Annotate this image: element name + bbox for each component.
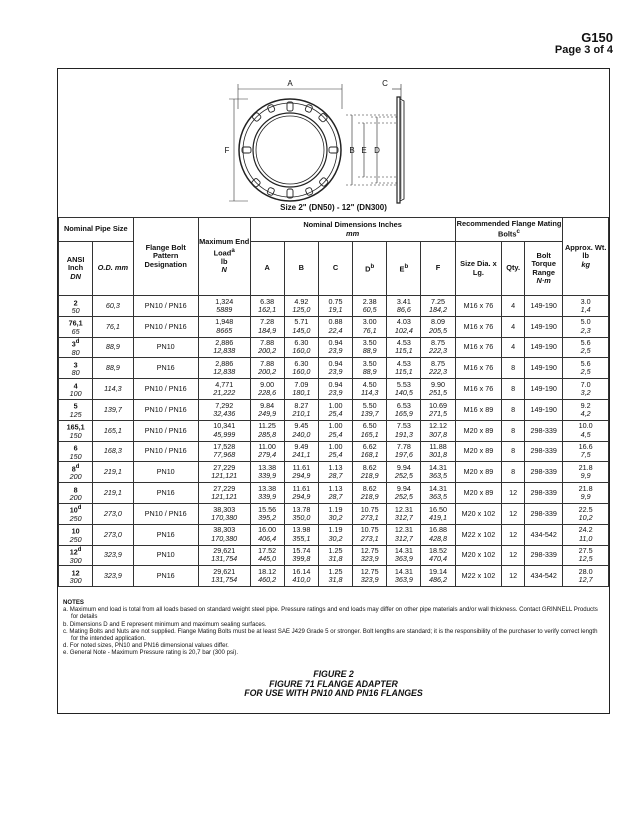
cell-od: 219,1 [93, 483, 133, 504]
cell-ansi-dn: 10$^d$ 250 [59, 503, 93, 524]
cell-ansi-dn: 5 125 [59, 399, 93, 420]
cell-torque: 298-339 [525, 483, 563, 504]
cell-dim-E: 9.94 252,5 [387, 483, 421, 504]
cell-ansi-dn: 2 50 [59, 296, 93, 317]
cell-od: 323,9 [93, 545, 133, 566]
cell-pattern: PN10 [133, 545, 198, 566]
header-B: B [284, 242, 318, 296]
cell-bolt-size: M20 x 89 [455, 483, 502, 504]
cell-bolt-qty: 8 [502, 462, 525, 483]
figure-number: FIGURE 2 [313, 669, 354, 679]
cell-weight: 27.5 12,5 [563, 545, 609, 566]
cell-dim-F: 16.50 419,1 [421, 503, 455, 524]
cell-pattern: PN10 / PN16 [133, 316, 198, 337]
table-row [59, 524, 609, 545]
cell-pattern: PN10 / PN16 [133, 399, 198, 420]
cell-dim-A: 11.25 285,8 [250, 420, 284, 441]
cell-dim-B: 15.74 399,8 [284, 545, 318, 566]
cell-bolt-qty: 8 [502, 420, 525, 441]
cell-dim-E: 6.53 165,9 [387, 399, 421, 420]
note-a: a. Maximum end load is total from all loads based on standard weight steel pipe. Pressure ratings and end loads may differ on other pipe materials and/or wall thickness. Contact GRINNELL Products for details [63, 606, 598, 621]
drawing-caption: Size 2" (DN50) - 12" (DN300) [280, 203, 387, 212]
cell-dim-A: 13.38 339,9 [250, 483, 284, 504]
cell-weight: 21.8 9,9 [563, 483, 609, 504]
cell-dim-E: 5.53 140,5 [387, 379, 421, 400]
cell-dim-F: 14.31 363,5 [421, 462, 455, 483]
dimensions-table [58, 217, 609, 587]
cell-dim-F: 7.25 184,2 [421, 296, 455, 317]
cell-bolt-qty: 4 [502, 296, 525, 317]
table-row [59, 566, 609, 587]
cell-dim-F: 8.75 222,3 [421, 337, 455, 358]
cell-end-load: 1,948 8665 [198, 316, 250, 337]
cell-weight: 16.6 7,5 [563, 441, 609, 462]
header-nominal-dimensions: Nominal Dimensions Inches mm [250, 218, 455, 242]
cell-dim-B: 8.27 210,1 [284, 399, 318, 420]
cell-dim-F: 14.31 363,5 [421, 483, 455, 504]
cell-bolt-size: M16 x 76 [455, 316, 502, 337]
cell-dim-D: 2.38 60,5 [353, 296, 387, 317]
cell-dim-D: 12.75 323,9 [353, 566, 387, 587]
cell-weight: 5.6 2,5 [563, 358, 609, 379]
cell-torque: 298-339 [525, 441, 563, 462]
cell-dim-B: 11.61 294,9 [284, 462, 318, 483]
cell-dim-B: 16.14 410,0 [284, 566, 318, 587]
header-max-end-load: Maximum End Load$^a$ lb N [198, 218, 250, 296]
cell-dim-D: 3.00 76,1 [353, 316, 387, 337]
cell-torque: 434-542 [525, 566, 563, 587]
cell-dim-B: 13.78 350,0 [284, 503, 318, 524]
cell-dim-D: 6.50 165,1 [353, 420, 387, 441]
cell-dim-D: 10.75 273,1 [353, 524, 387, 545]
cell-end-load: 38,303 170,380 [198, 503, 250, 524]
cell-torque: 149-190 [525, 316, 563, 337]
cell-end-load: 10,341 45,999 [198, 420, 250, 441]
cell-dim-C: 0.94 23,9 [318, 379, 352, 400]
table-row [59, 441, 609, 462]
table-row [59, 316, 609, 337]
cell-bolt-qty: 12 [502, 503, 525, 524]
cell-ansi-dn: 4 100 [59, 379, 93, 400]
table-row [59, 399, 609, 420]
cell-od: 168,3 [93, 441, 133, 462]
cell-dim-C: 0.94 23,9 [318, 358, 352, 379]
cell-dim-E: 12.31 312,7 [387, 503, 421, 524]
cell-bolt-qty: 12 [502, 483, 525, 504]
cell-dim-A: 9.84 249,9 [250, 399, 284, 420]
cell-dim-C: 0.88 22,4 [318, 316, 352, 337]
cell-dim-D: 8.62 218,9 [353, 462, 387, 483]
table-row [59, 296, 609, 317]
cell-pattern: PN10 / PN16 [133, 420, 198, 441]
cell-bolt-size: M16 x 76 [455, 296, 502, 317]
label-F: F [224, 146, 230, 155]
cell-dim-B: 6.30 160,0 [284, 337, 318, 358]
cell-pattern: PN10 / PN16 [133, 296, 198, 317]
header-torque: Bolt Torque Range N·m [525, 242, 563, 296]
cell-dim-B: 13.98 355,1 [284, 524, 318, 545]
label-B: B [349, 146, 355, 155]
cell-dim-B: 7.09 180,1 [284, 379, 318, 400]
cell-ansi-dn: 8 200 [59, 483, 93, 504]
cell-end-load: 38,303 170,380 [198, 524, 250, 545]
cell-dim-D: 6.62 168,1 [353, 441, 387, 462]
header-D: $D^b$ [353, 242, 387, 296]
cell-weight: 3.0 1,4 [563, 296, 609, 317]
cell-dim-A: 15.56 395,2 [250, 503, 284, 524]
cell-ansi-dn: 3$^d$ 80 [59, 337, 93, 358]
cell-bolt-size: M20 x 102 [455, 545, 502, 566]
cell-end-load: 2,886 12,838 [198, 337, 250, 358]
header-size: Size Dia. x Lg. [455, 242, 502, 296]
cell-bolt-qty: 12 [502, 566, 525, 587]
cell-dim-C: 1.25 31,8 [318, 566, 352, 587]
cell-ansi-dn: 8$^d$ 200 [59, 462, 93, 483]
notes-title: NOTES [63, 599, 84, 606]
cell-dim-A: 16.00 406,4 [250, 524, 284, 545]
cell-dim-F: 11.88 301,8 [421, 441, 455, 462]
cell-pattern: PN10 / PN16 [133, 503, 198, 524]
cell-torque: 149-190 [525, 296, 563, 317]
cell-od: 88,9 [93, 358, 133, 379]
cell-dim-E: 4.03 102,4 [387, 316, 421, 337]
flange-drawing [58, 69, 609, 217]
label-E: E [361, 146, 367, 155]
cell-dim-D: 4.50 114,3 [353, 379, 387, 400]
cell-dim-A: 7.28 184,9 [250, 316, 284, 337]
cell-torque: 149-190 [525, 358, 563, 379]
cell-od: 273,0 [93, 524, 133, 545]
cell-torque: 149-190 [525, 337, 563, 358]
cell-dim-C: 1.00 25,4 [318, 441, 352, 462]
cell-weight: 22.5 10,2 [563, 503, 609, 524]
cell-pattern: PN10 / PN16 [133, 441, 198, 462]
cell-dim-D: 5.50 139,7 [353, 399, 387, 420]
cell-bolt-qty: 8 [502, 379, 525, 400]
flange-front-view [239, 99, 341, 201]
header-recommended-bolts: Recommended Flange Mating Bolts$^c$ [455, 218, 563, 242]
cell-weight: 5.6 2,5 [563, 337, 609, 358]
cell-pattern: PN10 / PN16 [133, 379, 198, 400]
cell-bolt-size: M16 x 76 [455, 337, 502, 358]
cell-ansi-dn: 3 80 [59, 358, 93, 379]
cell-weight: 10.0 4,5 [563, 420, 609, 441]
cell-dim-C: 1.19 30,2 [318, 524, 352, 545]
figure-name: FIGURE 71 FLANGE ADAPTER [269, 678, 398, 689]
header-approx-weight: Approx. Wt. lb kg [563, 218, 609, 296]
header-ansi: ANSI Inch DN [59, 242, 93, 296]
cell-dim-C: 0.75 19,1 [318, 296, 352, 317]
table-row [59, 462, 609, 483]
cell-dim-F: 12.12 307,8 [421, 420, 455, 441]
cell-dim-B: 6.30 160,0 [284, 358, 318, 379]
cell-dim-B: 11.61 294,9 [284, 483, 318, 504]
cell-dim-A: 7.88 200,2 [250, 358, 284, 379]
figure-title [58, 670, 609, 699]
cell-ansi-dn: 10 250 [59, 524, 93, 545]
cell-end-load: 7,292 32,436 [198, 399, 250, 420]
cell-pattern: PN16 [133, 566, 198, 587]
page-number: Page 3 of 4 [554, 44, 613, 56]
header-E: $E^b$ [387, 242, 421, 296]
label-C: C [382, 79, 388, 88]
cell-dim-B: 9.49 241,1 [284, 441, 318, 462]
cell-dim-D: 3.50 88,9 [353, 358, 387, 379]
cell-weight: 9.2 4,2 [563, 399, 609, 420]
document-code: G150 [581, 30, 613, 45]
cell-dim-F: 19.14 486,2 [421, 566, 455, 587]
cell-dim-B: 9.45 240,0 [284, 420, 318, 441]
cell-end-load: 17,528 77,968 [198, 441, 250, 462]
cell-dim-D: 12.75 323,9 [353, 545, 387, 566]
cell-torque: 434-542 [525, 524, 563, 545]
cell-bolt-qty: 8 [502, 358, 525, 379]
cell-od: 139,7 [93, 399, 133, 420]
cell-dim-E: 9.94 252,5 [387, 462, 421, 483]
cell-bolt-size: M22 x 102 [455, 566, 502, 587]
notes-section [63, 599, 603, 657]
cell-dim-A: 6.38 162,1 [250, 296, 284, 317]
header-F: F [421, 242, 455, 296]
figure-frame [57, 68, 610, 714]
header-od: O.D. mm [93, 242, 133, 296]
cell-pattern: PN16 [133, 358, 198, 379]
cell-torque: 298-339 [525, 462, 563, 483]
cell-dim-E: 7.78 197,6 [387, 441, 421, 462]
cell-dim-E: 7.53 191,3 [387, 420, 421, 441]
table-body [59, 296, 609, 587]
header-flange-bolt-pattern: Flange Bolt Pattern Designation [133, 218, 198, 296]
cell-dim-D: 8.62 218,9 [353, 483, 387, 504]
cell-dim-F: 8.75 222,3 [421, 358, 455, 379]
cell-ansi-dn: 165,1 150 [59, 420, 93, 441]
cell-od: 114,3 [93, 379, 133, 400]
cell-pattern: PN16 [133, 483, 198, 504]
cell-dim-D: 3.50 88,9 [353, 337, 387, 358]
cell-dim-E: 12.31 312,7 [387, 524, 421, 545]
cell-od: 165,1 [93, 420, 133, 441]
cell-torque: 298-339 [525, 545, 563, 566]
cell-torque: 149-190 [525, 379, 563, 400]
cell-dim-A: 11.00 279,4 [250, 441, 284, 462]
cell-od: 76,1 [93, 316, 133, 337]
cell-od: 323,9 [93, 566, 133, 587]
cell-ansi-dn: 76,1 65 [59, 316, 93, 337]
cell-bolt-qty: 8 [502, 399, 525, 420]
cell-dim-A: 17.52 445,0 [250, 545, 284, 566]
table-row [59, 337, 609, 358]
cell-bolt-size: M20 x 102 [455, 503, 502, 524]
cell-weight: 21.8 9,9 [563, 462, 609, 483]
cell-weight: 7.0 3,2 [563, 379, 609, 400]
cell-bolt-size: M22 x 102 [455, 524, 502, 545]
cell-ansi-dn: 12$^d$ 300 [59, 545, 93, 566]
cell-dim-F: 9.90 251,5 [421, 379, 455, 400]
flange-adapter-diagram [58, 69, 609, 217]
cell-dim-C: 1.00 25,4 [318, 420, 352, 441]
cell-pattern: PN10 [133, 462, 198, 483]
cell-dim-F: 8.09 205,5 [421, 316, 455, 337]
cell-dim-C: 1.19 30,2 [318, 503, 352, 524]
cell-ansi-dn: 6 150 [59, 441, 93, 462]
cell-end-load: 27,229 121,121 [198, 483, 250, 504]
cell-end-load: 29,621 131,754 [198, 545, 250, 566]
page-header [555, 31, 613, 57]
note-c: c. Mating Bolts and Nuts are not supplied. Flange Mating Bolts must be at least SAE J429 Grade 5 or stronger. Bolt lengths are standard; it is the responsibility of the purchaser to verify correct length for the intended application. [63, 627, 598, 643]
cell-dim-C: 1.25 31,8 [318, 545, 352, 566]
cell-end-load: 1,324 5889 [198, 296, 250, 317]
header-nominal-pipe-size: Nominal Pipe Size [59, 218, 134, 242]
cell-od: 60,3 [93, 296, 133, 317]
cell-bolt-size: M20 x 89 [455, 441, 502, 462]
cell-bolt-size: M16 x 76 [455, 379, 502, 400]
figure-subtitle: FOR USE WITH PN10 AND PN16 FLANGES [244, 688, 423, 698]
cell-dim-F: 16.88 428,8 [421, 524, 455, 545]
header-A: A [250, 242, 284, 296]
cell-torque: 149-190 [525, 399, 563, 420]
cell-bolt-qty: 8 [502, 441, 525, 462]
table-row [59, 379, 609, 400]
cell-end-load: 27,229 121,121 [198, 462, 250, 483]
cell-dim-E: 4.53 115,1 [387, 358, 421, 379]
cell-dim-B: 5.71 145,0 [284, 316, 318, 337]
cell-weight: 28.0 12,7 [563, 566, 609, 587]
cell-dim-A: 18.12 460,2 [250, 566, 284, 587]
cell-bolt-size: M20 x 89 [455, 462, 502, 483]
table-row [59, 358, 609, 379]
cell-dim-C: 1.13 28,7 [318, 462, 352, 483]
header-C: C [318, 242, 352, 296]
cell-od: 88,9 [93, 337, 133, 358]
cell-dim-E: 4.53 115,1 [387, 337, 421, 358]
cell-bolt-size: M20 x 89 [455, 420, 502, 441]
cell-od: 219,1 [93, 462, 133, 483]
cell-bolt-size: M16 x 89 [455, 399, 502, 420]
note-e: e. General Note - Maximum Pressure rating is 20,7 bar (300 psi). [63, 649, 239, 657]
note-d: d. For noted sizes, PN10 and PN16 dimensional values differ. [63, 642, 229, 650]
cell-dim-C: 1.13 28,7 [318, 483, 352, 504]
table-row [59, 503, 609, 524]
header-qty: Qty. [502, 242, 525, 296]
note-b: b. Dimensions D and E represent minimum and maximum sealing surfaces. [63, 620, 267, 628]
cell-weight: 5.0 2,3 [563, 316, 609, 337]
label-D: D [374, 146, 380, 155]
cell-bolt-qty: 4 [502, 316, 525, 337]
cell-dim-E: 14.31 363,9 [387, 545, 421, 566]
cell-od: 273,0 [93, 503, 133, 524]
table-row [59, 420, 609, 441]
cell-dim-F: 18.52 470,4 [421, 545, 455, 566]
cell-dim-C: 1.00 25,4 [318, 399, 352, 420]
cell-end-load: 29,621 131,754 [198, 566, 250, 587]
cell-dim-E: 3.41 86,6 [387, 296, 421, 317]
cell-dim-E: 14.31 363,9 [387, 566, 421, 587]
cell-end-load: 4,771 21,222 [198, 379, 250, 400]
cell-torque: 298-339 [525, 503, 563, 524]
cell-weight: 24.2 11,0 [563, 524, 609, 545]
cell-pattern: PN16 [133, 524, 198, 545]
cell-dim-A: 13.38 339,9 [250, 462, 284, 483]
flange-side-view [346, 84, 404, 203]
cell-ansi-dn: 12 300 [59, 566, 93, 587]
cell-pattern: PN10 [133, 337, 198, 358]
cell-bolt-qty: 4 [502, 337, 525, 358]
cell-dim-A: 7.88 200,2 [250, 337, 284, 358]
cell-torque: 298-339 [525, 420, 563, 441]
label-A: A [287, 79, 293, 88]
cell-bolt-qty: 12 [502, 545, 525, 566]
cell-dim-C: 0.94 23,9 [318, 337, 352, 358]
table-row [59, 545, 609, 566]
cell-dim-D: 10.75 273,1 [353, 503, 387, 524]
cell-dim-A: 9.00 228,6 [250, 379, 284, 400]
cell-end-load: 2,886 12,838 [198, 358, 250, 379]
cell-dim-B: 4.92 125,0 [284, 296, 318, 317]
table-row [59, 483, 609, 504]
cell-bolt-qty: 12 [502, 524, 525, 545]
cell-dim-F: 10.69 271,5 [421, 399, 455, 420]
cell-bolt-size: M16 x 76 [455, 358, 502, 379]
